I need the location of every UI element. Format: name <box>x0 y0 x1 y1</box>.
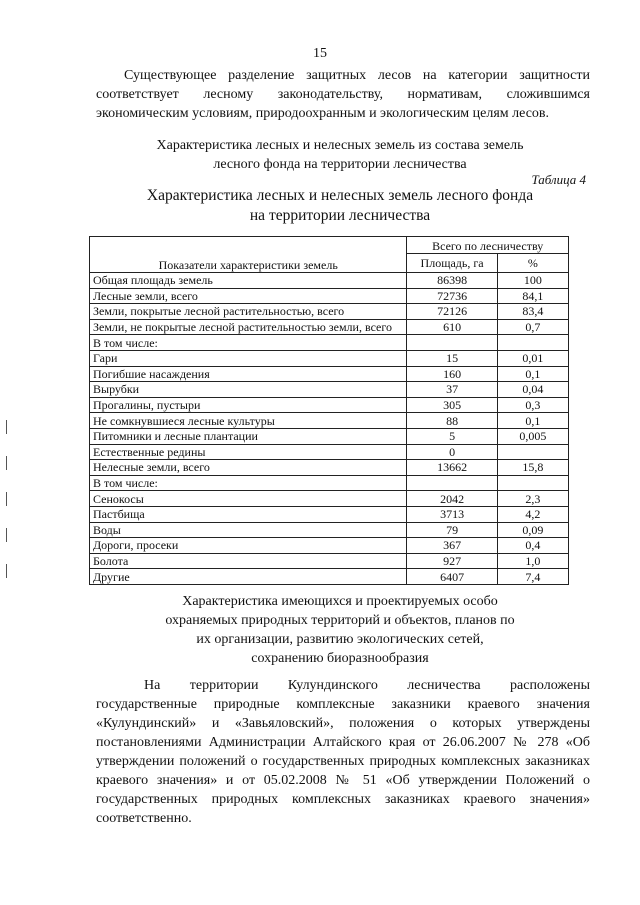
row-percent: 0,1 <box>497 366 568 382</box>
row-percent: 83,4 <box>497 304 568 320</box>
table-label: Таблица 4 <box>531 172 586 187</box>
section-heading-line: Характеристика имеющихся и проектируемых особо <box>182 594 498 609</box>
row-area: 0 <box>407 444 497 460</box>
row-percent: 4,2 <box>497 506 568 522</box>
row-indicator: Вырубки <box>90 382 407 398</box>
scan-margin-marks <box>6 420 9 600</box>
section-heading-line: сохранению биоразнообразия <box>251 651 429 666</box>
row-indicator: Другие <box>90 569 407 585</box>
table-row <box>90 273 569 289</box>
row-area: 3713 <box>407 506 497 522</box>
table-row <box>90 319 569 335</box>
row-indicator: Естественные редины <box>90 444 407 460</box>
row-indicator: В том числе: <box>90 475 407 491</box>
table-row <box>90 413 569 429</box>
table-row <box>90 350 569 366</box>
table-row <box>90 538 569 554</box>
table-row <box>90 553 569 569</box>
row-area: 160 <box>407 366 497 382</box>
row-area: 15 <box>407 350 497 366</box>
row-area: 5 <box>407 428 497 444</box>
section-heading-protected-areas <box>110 592 570 668</box>
header-percent: % <box>497 254 568 273</box>
table-row <box>90 475 569 491</box>
row-indicator: Сенокосы <box>90 491 407 507</box>
row-percent: 0,09 <box>497 522 568 538</box>
header-total-group: Всего по лесничеству <box>407 237 569 254</box>
row-indicator: Земли, покрытые лесной растительностью, всего <box>90 304 407 320</box>
table-body <box>90 273 569 585</box>
scan-mark <box>6 528 7 542</box>
row-area <box>407 475 497 491</box>
row-area: 72126 <box>407 304 497 320</box>
row-percent <box>497 475 568 491</box>
table-title-line: Характеристика лесных и нелесных земель лесного фонда <box>146 187 534 204</box>
row-percent: 0,4 <box>497 538 568 554</box>
table-row <box>90 506 569 522</box>
row-percent: 15,8 <box>497 460 568 476</box>
row-area: 610 <box>407 319 497 335</box>
row-area: 37 <box>407 382 497 398</box>
row-area <box>407 335 497 351</box>
table-title-line: на территории лесничества <box>249 207 431 224</box>
scan-mark <box>6 456 7 470</box>
row-percent: 0,3 <box>497 397 568 413</box>
row-indicator: Питомники и лесные плантации <box>90 428 407 444</box>
row-indicator: Погибшие насаждения <box>90 366 407 382</box>
section-heading-lands <box>130 136 550 174</box>
section-heading-line: охраняемых природных территорий и объектов, планов по <box>165 613 515 628</box>
row-percent <box>497 335 568 351</box>
table-row <box>90 444 569 460</box>
row-percent: 1,0 <box>497 553 568 569</box>
row-indicator: Дороги, просеки <box>90 538 407 554</box>
table-row <box>90 382 569 398</box>
row-percent: 7,4 <box>497 569 568 585</box>
row-indicator: Пастбища <box>90 506 407 522</box>
row-area: 305 <box>407 397 497 413</box>
table-row <box>90 288 569 304</box>
table-row <box>90 397 569 413</box>
row-indicator: Нелесные земли, всего <box>90 460 407 476</box>
table-row <box>90 522 569 538</box>
header-indicator: Показатели характеристики земель <box>90 237 407 273</box>
page-number: 15 <box>313 46 327 61</box>
row-area: 79 <box>407 522 497 538</box>
row-percent: 0,1 <box>497 413 568 429</box>
row-area: 927 <box>407 553 497 569</box>
row-area: 86398 <box>407 273 497 289</box>
row-indicator: Воды <box>90 522 407 538</box>
row-percent: 2,3 <box>497 491 568 507</box>
row-indicator: Общая площадь земель <box>90 273 407 289</box>
row-percent: 0,04 <box>497 382 568 398</box>
table-row <box>90 569 569 585</box>
table-row <box>90 335 569 351</box>
row-indicator: Не сомкнувшиеся лесные культуры <box>90 413 407 429</box>
header-area: Площадь, га <box>407 254 497 273</box>
section-heading-line: Характеристика лесных и нелесных земель из состава земель <box>156 138 524 153</box>
land-characteristics-table <box>89 236 569 585</box>
section-heading-line: лесного фонда на территории лесничества <box>213 157 467 172</box>
table-row <box>90 491 569 507</box>
row-indicator: Прогалины, пустыри <box>90 397 407 413</box>
body-paragraph: На территории Кулундинского лесничества расположены государственные природные комплексные заказники краевого значения «Кулундинский» и «Завьяловский», положения о которых утверждены постановлениями Администрации Алтайского края от 26.06.2007 № 278 «Об утверждении положений о государственных природных комплексных заказниках краевого значения» и от 05.02.2008 № 51 «Об утверждении Положений о государственных природных комплексных заказниках краевого значения» соответственно. <box>96 678 590 826</box>
scan-mark <box>6 420 7 434</box>
row-area: 2042 <box>407 491 497 507</box>
row-percent: 0,7 <box>497 319 568 335</box>
row-area: 6407 <box>407 569 497 585</box>
row-percent: 0,005 <box>497 428 568 444</box>
row-indicator: В том числе: <box>90 335 407 351</box>
row-area: 13662 <box>407 460 497 476</box>
table-row <box>90 428 569 444</box>
section-heading-line: их организации, развитию экологических сетей, <box>196 632 484 647</box>
scan-mark <box>6 492 7 506</box>
row-area: 88 <box>407 413 497 429</box>
row-percent: 84,1 <box>497 288 568 304</box>
intro-paragraph: Существующее разделение защитных лесов на категории защитности соответствует лесному законодательству, нормативам, сложившимся экономическим условиям, природоохранным и экологическим целям лесов. <box>96 68 590 121</box>
row-area: 72736 <box>407 288 497 304</box>
row-percent: 0,01 <box>497 350 568 366</box>
table-row <box>90 304 569 320</box>
row-percent <box>497 444 568 460</box>
table-title <box>110 186 570 226</box>
row-indicator: Гари <box>90 350 407 366</box>
row-percent: 100 <box>497 273 568 289</box>
table-row <box>90 366 569 382</box>
row-indicator: Лесные земли, всего <box>90 288 407 304</box>
row-indicator: Болота <box>90 553 407 569</box>
row-area: 367 <box>407 538 497 554</box>
row-indicator: Земли, не покрытые лесной растительностью земли, всего <box>90 319 407 335</box>
scan-mark <box>6 564 7 578</box>
table-row <box>90 460 569 476</box>
